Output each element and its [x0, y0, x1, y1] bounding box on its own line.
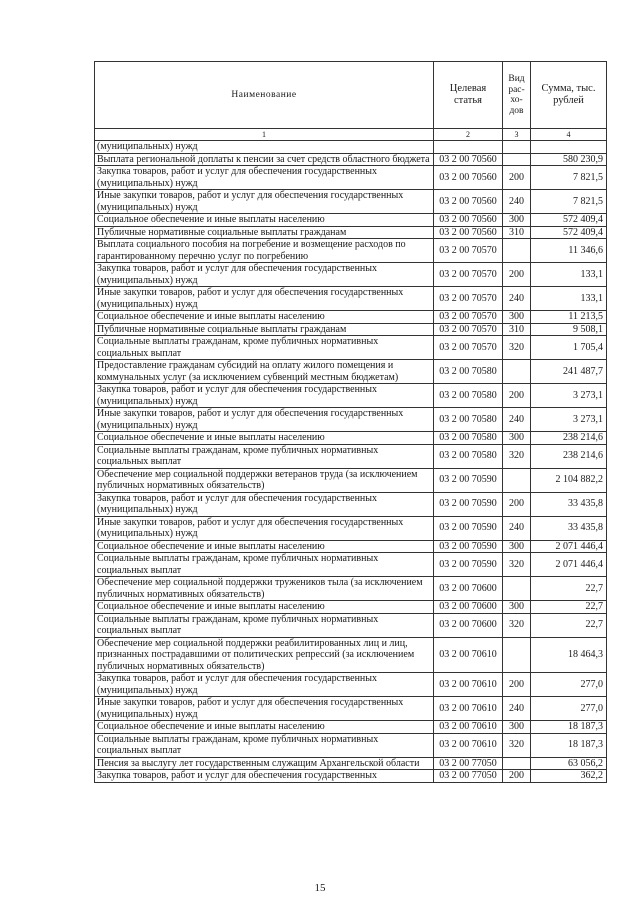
table-row — [95, 360, 607, 384]
row-code-cell: 03 2 00 70580 — [434, 408, 503, 432]
row-sum-cell: 238 214,6 — [531, 432, 607, 445]
row-name-cell: Выплата социального пособия на погребение и возмещение расходов по гарантированному перечню услуг по погребению — [95, 239, 434, 263]
row-name-cell: Предоставление гражданам субсидий на оплату жилого помещения и коммунальных услуг (за исключением субвенций местным бюджетам) — [95, 360, 434, 384]
row-type-cell: 300 — [503, 432, 531, 445]
table-row — [95, 540, 607, 553]
row-type-cell: 300 — [503, 214, 531, 227]
header-name: Наименование — [95, 62, 434, 129]
row-sum-cell: 18 464,3 — [531, 637, 607, 673]
table-row — [95, 577, 607, 601]
table-row — [95, 770, 607, 783]
column-number: 3 — [503, 129, 531, 141]
row-sum-cell: 572 409,4 — [531, 226, 607, 239]
row-code-cell: 03 2 00 70570 — [434, 287, 503, 311]
table-row — [95, 613, 607, 637]
row-name-cell: Закупка товаров, работ и услуг для обеспечения государственных (муниципальных) нужд — [95, 384, 434, 408]
column-number: 2 — [434, 129, 503, 141]
row-sum-cell: 7 821,5 — [531, 166, 607, 190]
row-sum-cell: 362,2 — [531, 770, 607, 783]
table-body — [95, 141, 607, 783]
row-type-cell: 240 — [503, 287, 531, 311]
budget-table — [94, 61, 607, 783]
budget-table-page — [94, 61, 606, 783]
page-number: 15 — [314, 882, 326, 894]
row-type-cell: 200 — [503, 492, 531, 516]
row-type-cell — [503, 141, 531, 154]
row-code-cell: 03 2 00 70570 — [434, 239, 503, 263]
row-type-cell: 200 — [503, 166, 531, 190]
row-code-cell: 03 2 00 70560 — [434, 153, 503, 166]
row-type-cell: 240 — [503, 408, 531, 432]
column-number: 4 — [531, 129, 607, 141]
row-sum-cell — [531, 141, 607, 154]
row-name-cell: Социальные выплаты гражданам, кроме публичных нормативных социальных выплат — [95, 336, 434, 360]
table-header — [95, 62, 607, 141]
row-sum-cell: 1 705,4 — [531, 336, 607, 360]
row-code-cell: 03 2 00 70580 — [434, 444, 503, 468]
row-name-cell: Социальное обеспечение и иные выплаты населению — [95, 432, 434, 445]
table-row — [95, 166, 607, 190]
table-row — [95, 214, 607, 227]
table-row — [95, 432, 607, 445]
row-name-cell: Иные закупки товаров, работ и услуг для обеспечения государственных (муниципальных) нужд — [95, 287, 434, 311]
row-code-cell — [434, 141, 503, 154]
header-type: Вид рас- хо- дов — [503, 62, 531, 129]
row-sum-cell: 33 435,8 — [531, 492, 607, 516]
row-type-cell: 200 — [503, 673, 531, 697]
row-code-cell: 03 2 00 70580 — [434, 384, 503, 408]
row-type-cell: 240 — [503, 697, 531, 721]
table-row — [95, 697, 607, 721]
row-code-cell: 03 2 00 77050 — [434, 757, 503, 770]
row-name-cell: Обеспечение мер социальной поддержки тружеников тыла (за исключением публичных нормативных обязательств) — [95, 577, 434, 601]
row-code-cell: 03 2 00 70610 — [434, 673, 503, 697]
table-row — [95, 733, 607, 757]
row-name-cell: Социальное обеспечение и иные выплаты населению — [95, 721, 434, 734]
row-name-cell: Обеспечение мер социальной поддержки ветеранов труда (за исключением публичных нормативных обязательств) — [95, 468, 434, 492]
row-code-cell: 03 2 00 70610 — [434, 721, 503, 734]
row-type-cell — [503, 239, 531, 263]
table-row — [95, 468, 607, 492]
row-sum-cell: 7 821,5 — [531, 190, 607, 214]
row-name-cell: Выплата региональной доплаты к пенсии за счет средств областного бюджета — [95, 153, 434, 166]
row-type-cell: 320 — [503, 553, 531, 577]
row-type-cell — [503, 577, 531, 601]
row-sum-cell: 238 214,6 — [531, 444, 607, 468]
row-sum-cell: 133,1 — [531, 287, 607, 311]
row-code-cell: 03 2 00 70580 — [434, 360, 503, 384]
row-type-cell: 300 — [503, 601, 531, 614]
row-type-cell: 240 — [503, 516, 531, 540]
row-sum-cell: 9 508,1 — [531, 323, 607, 336]
row-code-cell: 03 2 00 70570 — [434, 336, 503, 360]
row-code-cell: 03 2 00 70610 — [434, 733, 503, 757]
row-type-cell — [503, 637, 531, 673]
row-code-cell: 03 2 00 70590 — [434, 516, 503, 540]
row-code-cell: 03 2 00 70600 — [434, 601, 503, 614]
row-sum-cell: 22,7 — [531, 613, 607, 637]
row-code-cell: 03 2 00 70570 — [434, 263, 503, 287]
row-name-cell: Публичные нормативные социальные выплаты гражданам — [95, 226, 434, 239]
row-sum-cell: 277,0 — [531, 673, 607, 697]
table-row — [95, 311, 607, 324]
row-sum-cell: 2 104 882,2 — [531, 468, 607, 492]
row-code-cell: 03 2 00 77050 — [434, 770, 503, 783]
table-row — [95, 226, 607, 239]
row-sum-cell: 22,7 — [531, 601, 607, 614]
column-number: 1 — [95, 129, 434, 141]
row-type-cell — [503, 360, 531, 384]
table-row — [95, 444, 607, 468]
row-sum-cell: 580 230,9 — [531, 153, 607, 166]
row-sum-cell: 572 409,4 — [531, 214, 607, 227]
table-row — [95, 721, 607, 734]
row-code-cell: 03 2 00 70590 — [434, 553, 503, 577]
row-name-cell: Социальные выплаты гражданам, кроме публичных нормативных социальных выплат — [95, 733, 434, 757]
row-type-cell: 320 — [503, 733, 531, 757]
row-name-cell: Публичные нормативные социальные выплаты гражданам — [95, 323, 434, 336]
row-code-cell: 03 2 00 70590 — [434, 492, 503, 516]
row-type-cell: 310 — [503, 323, 531, 336]
row-sum-cell: 33 435,8 — [531, 516, 607, 540]
row-sum-cell: 3 273,1 — [531, 408, 607, 432]
table-row — [95, 637, 607, 673]
table-row — [95, 263, 607, 287]
row-name-cell: Закупка товаров, работ и услуг для обеспечения государственных — [95, 770, 434, 783]
table-row — [95, 516, 607, 540]
table-row — [95, 492, 607, 516]
row-type-cell — [503, 153, 531, 166]
row-sum-cell: 11 213,5 — [531, 311, 607, 324]
row-code-cell: 03 2 00 70600 — [434, 613, 503, 637]
row-code-cell: 03 2 00 70570 — [434, 311, 503, 324]
row-code-cell: 03 2 00 70590 — [434, 540, 503, 553]
row-name-cell: Иные закупки товаров, работ и услуг для обеспечения государственных (муниципальных) нужд — [95, 516, 434, 540]
row-code-cell: 03 2 00 70560 — [434, 190, 503, 214]
row-type-cell: 300 — [503, 311, 531, 324]
row-name-cell: Иные закупки товаров, работ и услуг для обеспечения государственных (муниципальных) нужд — [95, 190, 434, 214]
table-row — [95, 190, 607, 214]
table-row — [95, 601, 607, 614]
row-name-cell: (муниципальных) нужд — [95, 141, 434, 154]
table-row — [95, 336, 607, 360]
row-sum-cell: 63 056,2 — [531, 757, 607, 770]
row-sum-cell: 18 187,3 — [531, 721, 607, 734]
row-type-cell: 320 — [503, 444, 531, 468]
row-sum-cell: 18 187,3 — [531, 733, 607, 757]
table-row — [95, 141, 607, 154]
row-code-cell: 03 2 00 70600 — [434, 577, 503, 601]
table-row — [95, 384, 607, 408]
row-name-cell: Социальное обеспечение и иные выплаты населению — [95, 601, 434, 614]
row-sum-cell: 11 346,6 — [531, 239, 607, 263]
row-type-cell — [503, 468, 531, 492]
row-name-cell: Социальные выплаты гражданам, кроме публичных нормативных социальных выплат — [95, 444, 434, 468]
table-row — [95, 153, 607, 166]
row-code-cell: 03 2 00 70590 — [434, 468, 503, 492]
row-sum-cell: 22,7 — [531, 577, 607, 601]
row-name-cell: Пенсия за выслугу лет государственным служащим Архангельской области — [95, 757, 434, 770]
table-row — [95, 239, 607, 263]
row-name-cell: Социальное обеспечение и иные выплаты населению — [95, 214, 434, 227]
row-sum-cell: 133,1 — [531, 263, 607, 287]
row-code-cell: 03 2 00 70570 — [434, 323, 503, 336]
header-code: Целевая статья — [434, 62, 503, 129]
row-name-cell: Социальное обеспечение и иные выплаты населению — [95, 311, 434, 324]
row-type-cell: 240 — [503, 190, 531, 214]
table-row — [95, 287, 607, 311]
table-row — [95, 757, 607, 770]
table-row — [95, 673, 607, 697]
row-type-cell: 200 — [503, 770, 531, 783]
row-sum-cell: 241 487,7 — [531, 360, 607, 384]
table-row — [95, 553, 607, 577]
row-type-cell: 320 — [503, 613, 531, 637]
row-type-cell: 200 — [503, 384, 531, 408]
row-type-cell: 200 — [503, 263, 531, 287]
row-code-cell: 03 2 00 70610 — [434, 637, 503, 673]
row-sum-cell: 2 071 446,4 — [531, 540, 607, 553]
row-code-cell: 03 2 00 70560 — [434, 214, 503, 227]
row-name-cell: Социальное обеспечение и иные выплаты населению — [95, 540, 434, 553]
row-sum-cell: 277,0 — [531, 697, 607, 721]
row-code-cell: 03 2 00 70580 — [434, 432, 503, 445]
row-name-cell: Обеспечение мер социальной поддержки реабилитированных лиц и лиц, признанных пострадавшими от политических репрессий (за исключением публичных нормативных обязательств) — [95, 637, 434, 673]
row-name-cell: Социальные выплаты гражданам, кроме публичных нормативных социальных выплат — [95, 613, 434, 637]
row-code-cell: 03 2 00 70610 — [434, 697, 503, 721]
row-type-cell: 300 — [503, 540, 531, 553]
row-type-cell: 310 — [503, 226, 531, 239]
row-name-cell: Закупка товаров, работ и услуг для обеспечения государственных (муниципальных) нужд — [95, 166, 434, 190]
row-name-cell: Иные закупки товаров, работ и услуг для обеспечения государственных (муниципальных) нужд — [95, 697, 434, 721]
row-sum-cell: 2 071 446,4 — [531, 553, 607, 577]
header-sum: Сумма, тыс. рублей — [531, 62, 607, 129]
table-row — [95, 323, 607, 336]
row-code-cell: 03 2 00 70560 — [434, 226, 503, 239]
row-name-cell: Закупка товаров, работ и услуг для обеспечения государственных (муниципальных) нужд — [95, 673, 434, 697]
row-type-cell: 300 — [503, 721, 531, 734]
row-type-cell — [503, 757, 531, 770]
row-sum-cell: 3 273,1 — [531, 384, 607, 408]
row-name-cell: Иные закупки товаров, работ и услуг для обеспечения государственных (муниципальных) нужд — [95, 408, 434, 432]
row-code-cell: 03 2 00 70560 — [434, 166, 503, 190]
row-type-cell: 320 — [503, 336, 531, 360]
row-name-cell: Социальные выплаты гражданам, кроме публичных нормативных социальных выплат — [95, 553, 434, 577]
table-row — [95, 408, 607, 432]
row-name-cell: Закупка товаров, работ и услуг для обеспечения государственных (муниципальных) нужд — [95, 492, 434, 516]
row-name-cell: Закупка товаров, работ и услуг для обеспечения государственных (муниципальных) нужд — [95, 263, 434, 287]
